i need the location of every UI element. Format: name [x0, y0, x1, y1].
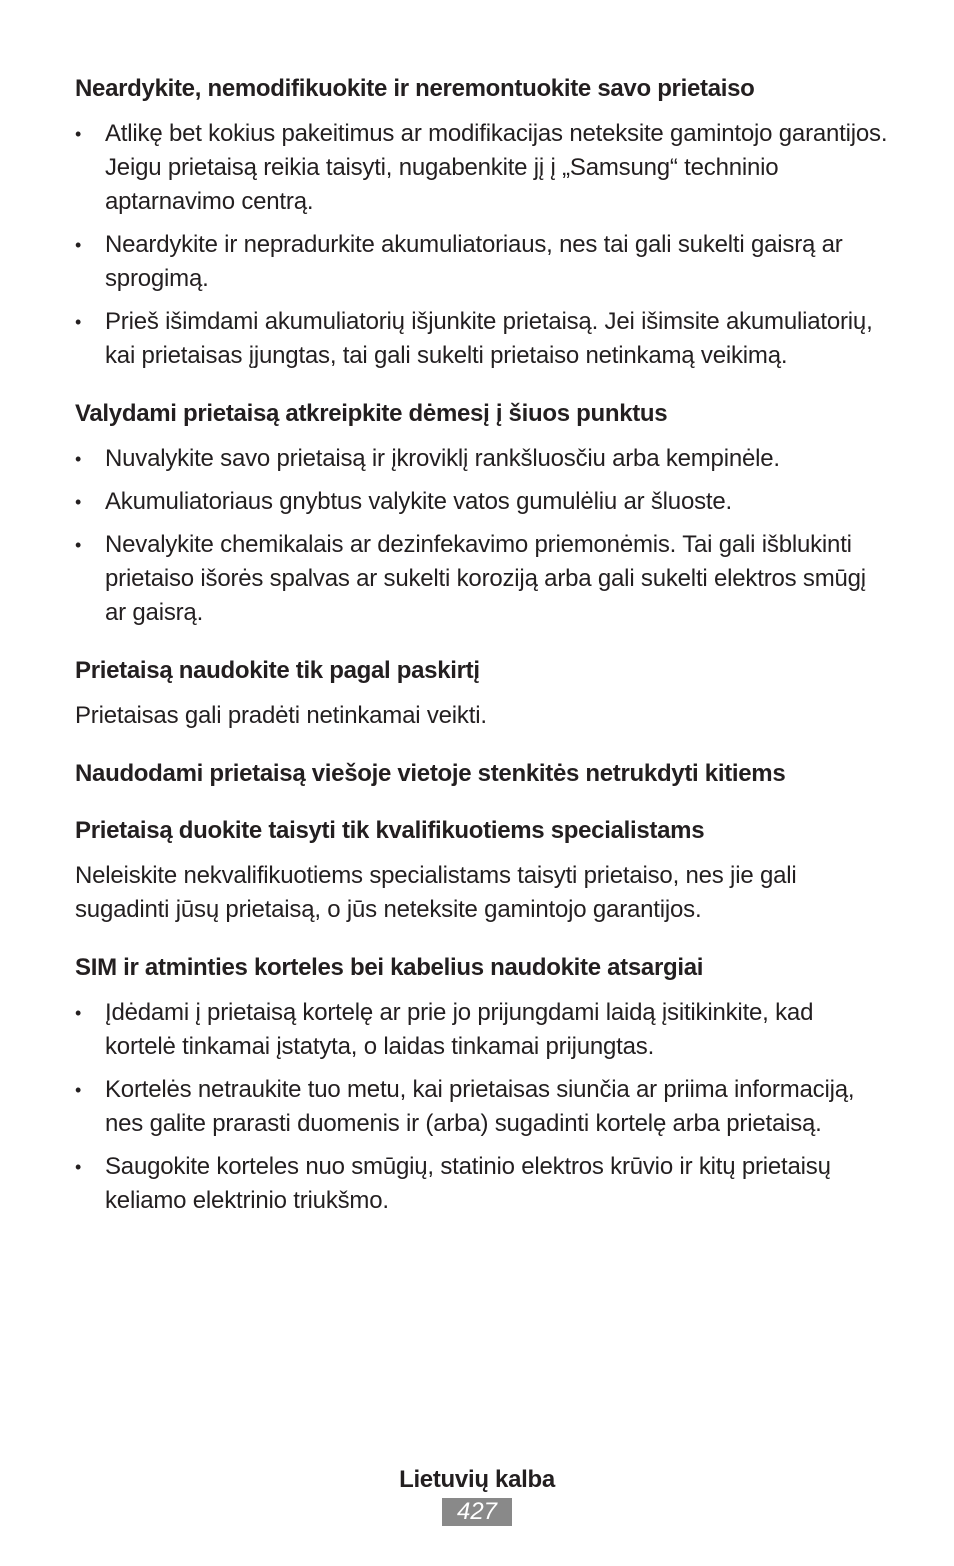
page-number: 427 — [442, 1498, 512, 1526]
list-item: • Nuvalykite savo prietaisą ir įkroviklį rankšluosčiu arba kempinėle. — [75, 442, 890, 476]
section-text: Prietaisas gali pradėti netinkamai veikti. — [75, 702, 487, 729]
section-heading: SIM ir atminties korteles bei kabelius naudokite atsargiai — [75, 954, 704, 981]
section-intended-use — [75, 655, 890, 733]
section-text: Neleiskite nekvalifikuotiems specialistams taisyti prietaiso, nes jie gali sugadinti jūsų prietaisą, o jūs neteksite gamintojo garantijos. — [75, 862, 797, 923]
section-no-disassembly — [75, 73, 890, 373]
section-heading: Valydami prietaisą atkreipkite dėmesį į šiuos punktus — [75, 400, 668, 427]
section-cleaning — [75, 398, 890, 630]
section-heading: Naudodami prietaisą viešoje vietoje stenkitės netrukdyti kitiems — [75, 760, 786, 787]
list-item: • Atlikę bet kokius pakeitimus ar modifikacijas neteksite gamintojo garantijos. Jeigu prietaisą reikia taisyti, nugabenkite jį į „Samsung“ techninio aptarnavimo centrą. — [75, 117, 890, 219]
section-qualified-repair — [75, 815, 890, 927]
list-item: • Saugokite korteles nuo smūgių, statinio elektros krūvio ir kitų prietaisų keliamo elektrinio triukšmo. — [75, 1150, 890, 1218]
bullet-list — [75, 996, 890, 1218]
bullet-list — [75, 117, 890, 373]
section-heading: Neardykite, nemodifikuokite ir neremontuokite savo prietaiso — [75, 75, 755, 102]
section-heading: Prietaisą naudokite tik pagal paskirtį — [75, 657, 480, 684]
page-footer — [0, 1464, 954, 1526]
list-item: • Prieš išimdami akumuliatorių išjunkite prietaisą. Jei išimsite akumuliatorių, kai prietaisas įjungtas, tai gali sukelti prietaiso netinkamą veikimą. — [75, 305, 890, 373]
section-public-use — [75, 758, 890, 790]
section-heading: Prietaisą duokite taisyti tik kvalifikuotiems specialistams — [75, 817, 705, 844]
list-item: • Neardykite ir nepradurkite akumuliatoriaus, nes tai gali sukelti gaisrą ar sprogimą. — [75, 228, 890, 296]
list-item: • Nevalykite chemikalais ar dezinfekavimo priemonėmis. Tai gali išblukinti prietaiso išorės spalvas ar sukelti koroziją arba gali sukelti elektros smūgį ar gaisrą. — [75, 528, 890, 630]
footer-language: Lietuvių kalba — [399, 1466, 555, 1493]
list-item: • Įdėdami į prietaisą kortelę ar prie jo prijungdami laidą įsitikinkite, kad kortelė tinkamai įstatyta, o laidas tinkamai prijungtas. — [75, 996, 890, 1064]
list-item: • Akumuliatoriaus gnybtus valykite vatos gumulėliu ar šluoste. — [75, 485, 890, 519]
section-cards-cables — [75, 952, 890, 1218]
bullet-list — [75, 442, 890, 630]
page-content — [75, 73, 890, 1243]
list-item: • Kortelės netraukite tuo metu, kai prietaisas siunčia ar priima informaciją, nes galite prarasti duomenis ir (arba) sugadinti kortelę arba prietaisą. — [75, 1073, 890, 1141]
